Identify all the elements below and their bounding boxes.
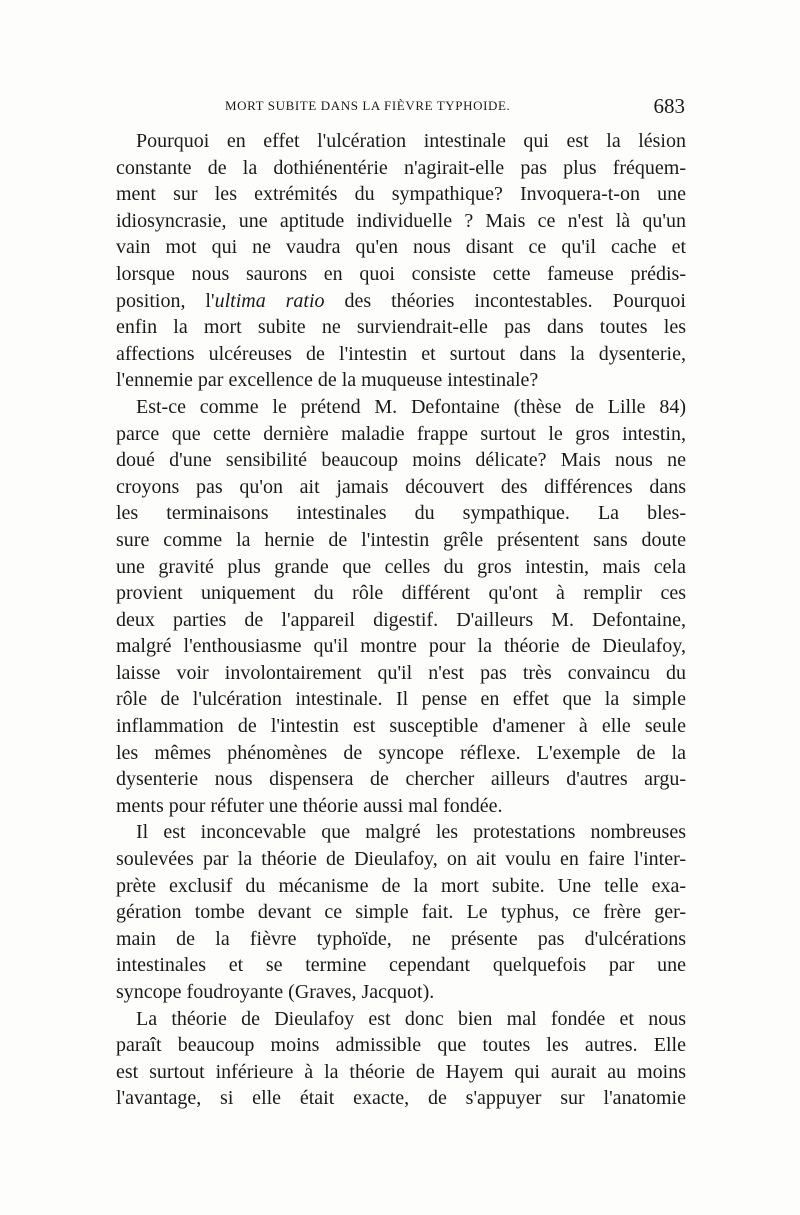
text-line: gération tombe devant ce simple fait. Le typhus, ce frère ger- [116,901,686,924]
text-line: malgré l'enthousiasme qu'il montre pour la théorie de Dieulafoy, [116,635,686,658]
text-line: syncope foudroyante (Graves, Jacquot). [116,981,435,1003]
text-line: Est-ce comme le prétend M. Defontaine (thèse de Lille 84) [136,395,686,418]
text-line: vain mot qui ne vaudra qu'en nous disant ce qu'il cache et [116,236,686,259]
paragraph-2 [116,394,686,820]
text-line: dysenterie nous dispensera de chercher ailleurs d'autres argu- [116,768,686,791]
text-line: croyons pas qu'on ait jamais découvert des différences dans [116,475,686,498]
text-line: inflammation de l'intestin est susceptible d'amener à elle seule [116,715,686,738]
text-line: parce que cette dernière maladie frappe surtout le gros intestin, [116,422,686,445]
paragraph-4 [116,1006,686,1112]
text-line: soulevées par la théorie de Dieulafoy, on ait voulu en faire l'inter- [116,848,686,871]
page-number: 683 [653,94,685,118]
italic-text: ultima ratio [214,289,325,312]
running-head [225,94,685,118]
text-line: ment sur les extrémités du sympathique? Invoquera-t-on une [116,183,686,206]
text-line: lorsque nous saurons en quoi consiste cette fameuse prédis- [116,262,686,285]
text-line: main de la fièvre typhoïde, ne présente pas d'ulcérations [116,927,686,950]
text-line: l'avantage, si elle était exacte, de s'appuyer sur l'anatomie [116,1087,686,1110]
text-line: les mêmes phénomènes de syncope réflexe. L'exemple de la [116,741,686,764]
text-line: est surtout inférieure à la théorie de Hayem qui aurait au moins [116,1060,686,1083]
text-line: rôle de l'ulcération intestinale. Il pense en effet que la simple [116,688,686,711]
text-line: Pourquoi en effet l'ulcération intestinale qui est la lésion [136,130,686,152]
text-line: paraît beaucoup moins admissible que toutes les autres. Elle [116,1034,686,1057]
text-line: sure comme la hernie de l'intestin grêle présentent sans doute [116,528,686,551]
text-line: deux parties de l'appareil digestif. D'ailleurs M. Defontaine, [116,608,686,631]
text-line: l'ennemie par excellence de la muqueuse intestinale? [116,369,539,392]
text-line: les terminaisons intestinales du sympathique. La bles- [116,502,686,525]
body-text [116,128,686,1112]
text-line: enfin la mort subite ne surviendrait-elle pas dans toutes les [116,316,686,339]
text-line: doué d'une sensibilité beaucoup moins délicate? Mais nous ne [116,449,686,472]
text-line: Il est inconcevable que malgré les protestations nombreuses [136,821,686,844]
paragraph-3 [116,819,686,1005]
text-line: une gravité plus grande que celles du gros intestin, mais cela [116,555,686,578]
text-line: La théorie de Dieulafoy est donc bien mal fondée et nous [136,1007,686,1030]
text-line: affections ulcéreuses de l'intestin et surtout dans la dysenterie, [116,342,686,365]
text-line: idiosyncrasie, une aptitude individuelle ? Mais ce n'est là qu'un [116,209,686,232]
text-line: prète exclusif du mécanisme de la mort subite. Une telle exa- [116,874,686,897]
paragraph-1 [116,128,686,394]
text-line: ments pour réfuter une théorie aussi mal fondée. [116,794,503,817]
text-line-with-italic: position, l'ultima ratio des théories incontestables. Pourquoi [116,289,686,312]
text-line: constante de la dothiénentérie n'agirait-elle pas plus fréquem- [116,156,686,179]
text-line: intestinales et se termine cependant quelquefois par une [116,954,686,977]
running-title: MORT SUBITE DANS LA FIÈVRE TYPHOIDE. [225,98,511,113]
text-line: laisse voir involontairement qu'il n'est pas très convaincu du [116,661,686,684]
text-line: provient uniquement du rôle différent qu'ont à remplir ces [116,582,686,605]
